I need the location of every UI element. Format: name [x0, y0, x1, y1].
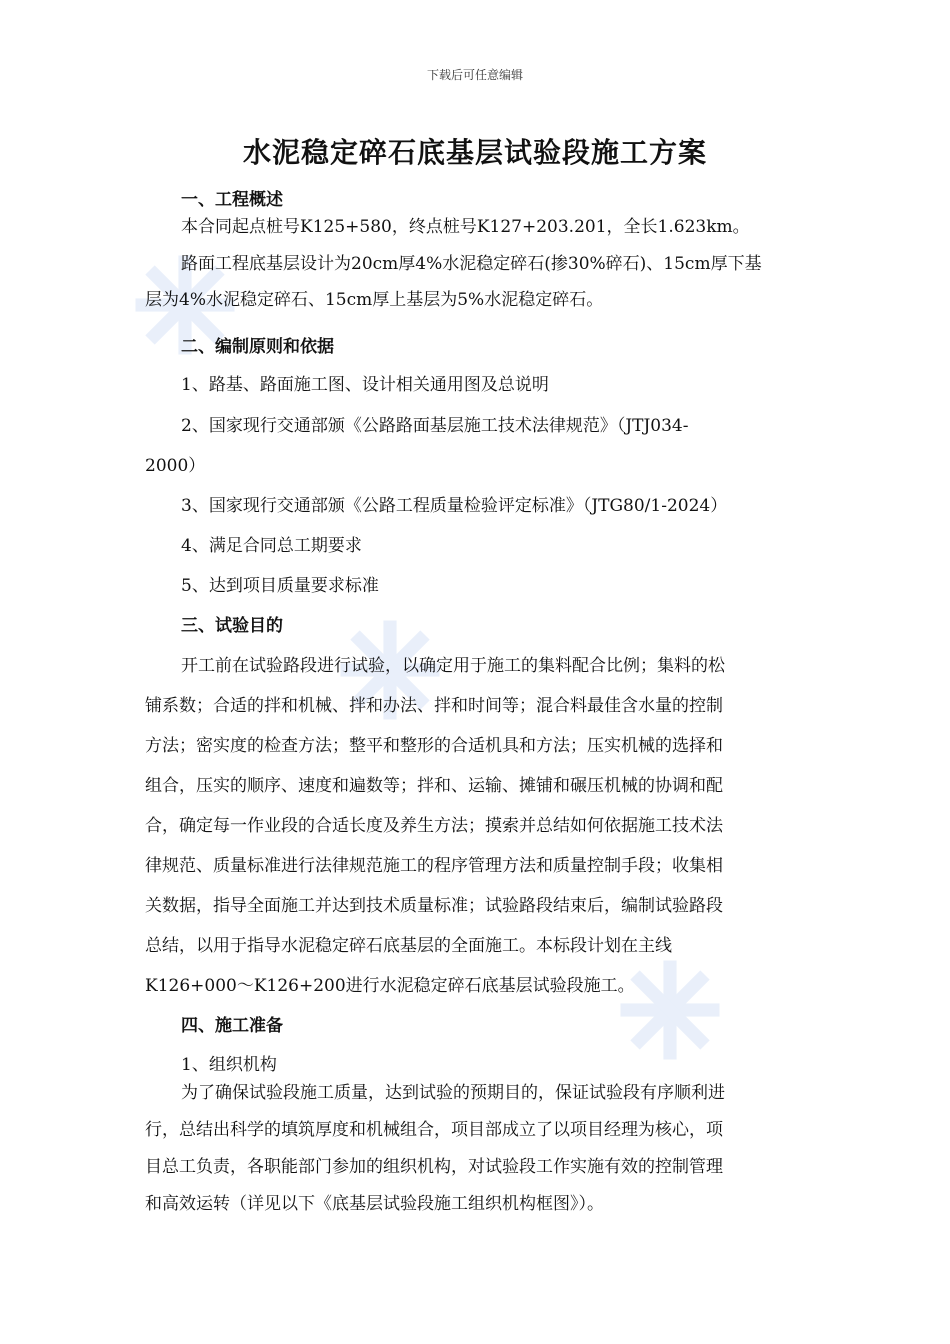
list-item: 2000） [145, 456, 206, 476]
subsection-heading: 1、组织机构 [181, 1055, 277, 1075]
section-heading: 二、编制原则和依据 [181, 337, 334, 357]
page-header: 下载后可任意编辑 [426, 68, 523, 82]
paragraph-line: 层为4%水泥稳定碎石、15cm厚上基层为5%水泥稳定碎石。 [145, 290, 604, 310]
paragraph-line: 关数据，指导全面施工并达到技术质量标准；试验路段结束后，编制试验路段 [145, 896, 723, 916]
paragraph-line: 路面工程底基层设计为20cm厚4%水泥稳定碎石(掺30%碎石)、15cm厚下基 [181, 254, 762, 274]
paragraph-line: 目总工负责，各职能部门参加的组织机构，对试验段工作实施有效的控制管理 [145, 1157, 723, 1177]
document-title: 水泥稳定碎石底基层试验段施工方案 [242, 136, 707, 169]
paragraph-line: 方法；密实度的检查方法；整平和整形的合适机具和方法；压实机械的选择和 [145, 736, 723, 756]
section-heading: 三、试验目的 [181, 616, 283, 636]
paragraph-line: 行，总结出科学的填筑厚度和机械组合，项目部成立了以项目经理为核心，项 [145, 1120, 723, 1140]
paragraph-line: 铺系数；合适的拌和机械、拌和办法、拌和时间等；混合料最佳含水量的控制 [145, 696, 723, 716]
paragraph-line: 组合，压实的顺序、速度和遍数等；拌和、运输、摊铺和碾压机械的协调和配 [145, 776, 723, 796]
paragraph-line: 律规范、质量标准进行法律规范施工的程序管理方法和质量控制手段；收集相 [145, 856, 723, 876]
list-item: 3、国家现行交通部颁《公路工程质量检验评定标准》（JTG80/1-2024） [181, 496, 728, 516]
section-heading: 一、工程概述 [181, 190, 283, 210]
list-item: 5、达到项目质量要求标准 [181, 576, 379, 596]
list-item: 4、满足合同总工期要求 [181, 536, 362, 556]
paragraph-line: 为了确保试验段施工质量，达到试验的预期目的，保证试验段有序顺利进 [181, 1083, 725, 1103]
paragraph-line: K126+000～K126+200进行水泥稳定碎石底基层试验段施工。 [145, 976, 635, 996]
watermark-snowflake-icon [615, 955, 725, 1065]
paragraph-line: 本合同起点桩号K125+580，终点桩号K127+203.201，全长1.623km。 [181, 217, 750, 237]
paragraph-line: 总结，以用于指导水泥稳定碎石底基层的全面施工。本标段计划在主线 [145, 936, 672, 956]
paragraph-line: 和高效运转（详见以下《底基层试验段施工组织机构框图》）。 [145, 1194, 604, 1214]
list-item: 2、国家现行交通部颁《公路路面基层施工技术法律规范》（JTJ034- [181, 416, 689, 436]
paragraph-line: 合，确定每一作业段的合适长度及养生方法；摸索并总结如何依据施工技术法 [145, 816, 723, 836]
section-heading: 四、施工准备 [181, 1016, 283, 1036]
list-item: 1、路基、路面施工图、设计相关通用图及总说明 [181, 375, 549, 395]
paragraph-line: 开工前在试验路段进行试验，以确定用于施工的集料配合比例；集料的松 [181, 656, 725, 676]
